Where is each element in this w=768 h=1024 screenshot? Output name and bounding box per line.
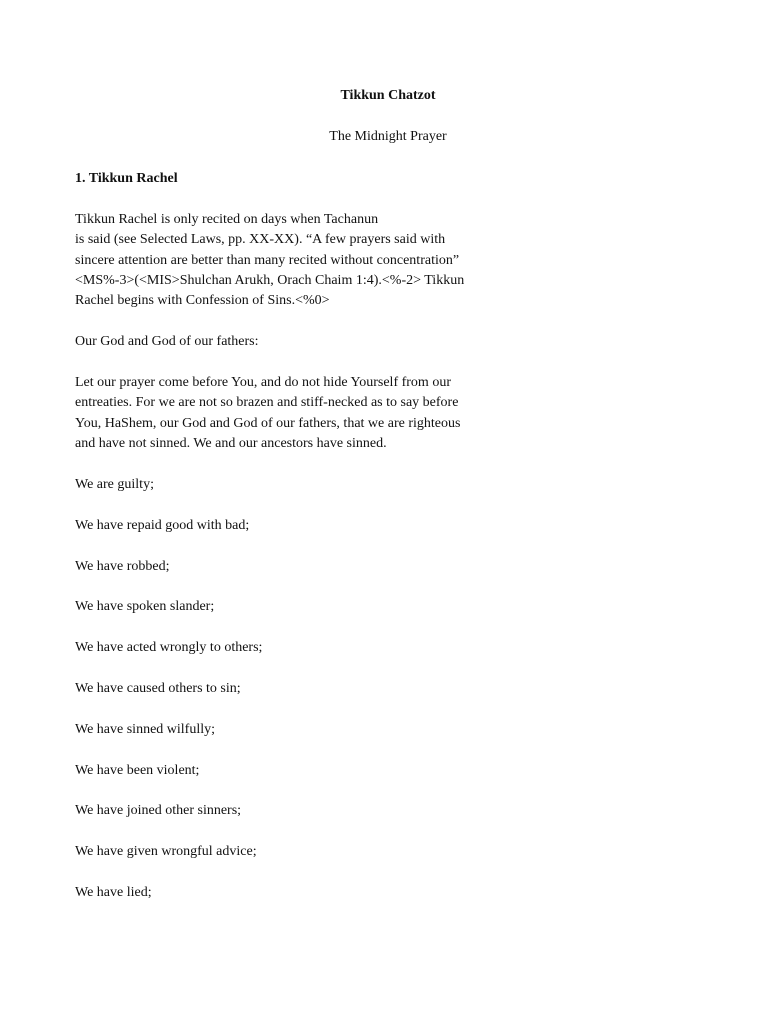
- address-line: Our God and God of our fathers:: [75, 334, 259, 350]
- prayer-line: and have not sinned. We and our ancestors have sinned.: [75, 436, 387, 452]
- intro-line: is said (see Selected Laws, pp. XX-XX). “A few prayers said with: [75, 232, 446, 248]
- intro-paragraph: [75, 210, 515, 312]
- intro-line: Rachel begins with Confession of Sins.<%0>: [75, 293, 330, 309]
- confession-line: We have robbed;: [75, 558, 170, 574]
- prayer-line: You, HaShem, our God and God of our fathers, that we are righteous: [75, 415, 461, 431]
- confession-line: We are guilty;: [75, 477, 154, 493]
- intro-line: sincere attention are better than many recited without concentration”: [75, 252, 460, 268]
- document-body: [75, 169, 515, 924]
- prayer-line: Let our prayer come before You, and do not hide Yourself from our: [75, 375, 451, 391]
- confession-line: We have sinned wilfully;: [75, 721, 216, 737]
- confession-line: We have repaid good with bad;: [75, 517, 250, 533]
- intro-line: <MS%-3>(<MIS>Shulchan Arukh, Orach Chaim 1:4).<%-2> Tikkun: [75, 273, 465, 289]
- document-subtitle: The Midnight Prayer: [329, 129, 447, 144]
- intro-line: Tikkun Rachel is only recited on days when Tachanun: [75, 211, 379, 227]
- confession-line: We have given wrongful advice;: [75, 844, 257, 860]
- confession-line: We have lied;: [75, 885, 152, 900]
- section-heading: 1. Tikkun Rachel: [75, 171, 178, 186]
- confession-line: We have acted wrongly to others;: [75, 640, 263, 656]
- document-title: Tikkun Chatzot: [340, 88, 436, 103]
- confession-line: We have been violent;: [75, 762, 200, 778]
- confession-line: We have caused others to sin;: [75, 681, 241, 697]
- confession-line: We have joined other sinners;: [75, 803, 242, 819]
- confession-line: We have spoken slander;: [75, 599, 215, 615]
- prayer-paragraph: [75, 373, 515, 455]
- prayer-line: entreaties. For we are not so brazen and stiff-necked as to say before: [75, 395, 459, 411]
